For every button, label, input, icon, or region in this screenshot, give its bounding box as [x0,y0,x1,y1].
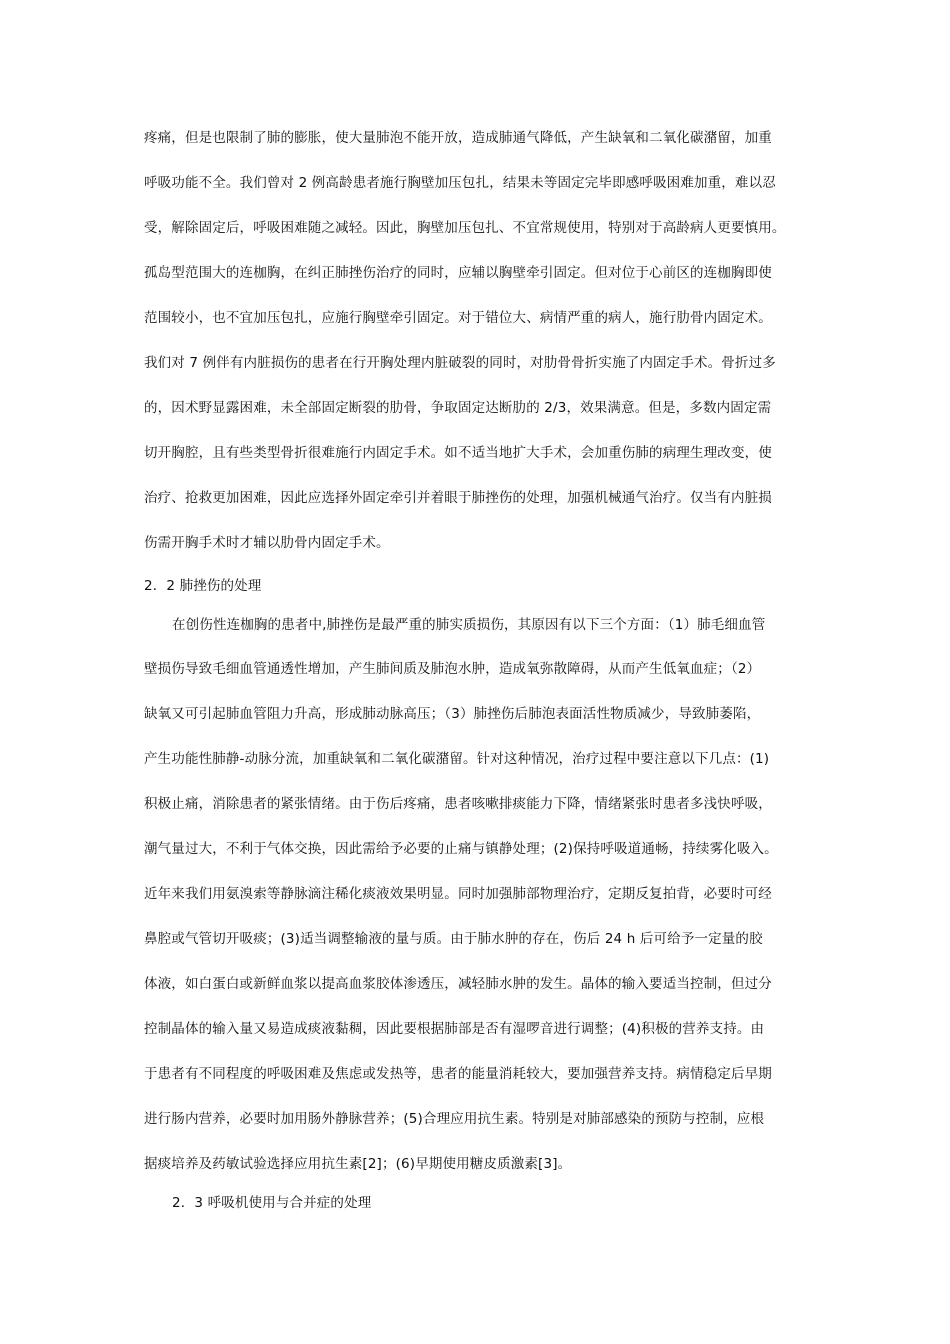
paragraph-line: 产生功能性肺静-动脉分流，加重缺氧和二氧化碳潴留。针对这种情况，治疗过程中要注意以下几点：(1) [144,751,770,767]
paragraph-line: 控制晶体的输入量又易造成痰液黏稠，因此要根据肺部是否有湿啰音进行调整；(4)积极的营养支持。由 [144,1021,765,1037]
paragraph-line: 我们对 7 例伴有内脏损伤的患者在行开胸处理内脏破裂的同时，对肋骨骨折实施了内固定手术。骨折过多 [144,355,776,371]
paragraph-line: 近年来我们用氨溴索等静脉滴注稀化痰液效果明显。同时加强肺部物理治疗，定期反复拍背，必要时可经 [144,886,772,902]
paragraph-line: 进行肠内营养，必要时加用肠外静脉营养；(5)合理应用抗生素。特别是对肺部感染的预防与控制，应根 [144,1111,765,1127]
paragraph-line: 积极止痛，消除患者的紧张情绪。由于伤后疼痛，患者咳嗽排痰能力下降，情绪紧张时患者多浅快呼吸， [144,796,772,812]
paragraph-line: 体液，如白蛋白或新鲜血浆以提高血浆胶体渗透压，减轻肺水肿的发生。晶体的输入要适当控制，但过分 [144,976,772,992]
paragraph-line: 壁损伤导致毛细血管通透性增加，产生肺间质及肺泡水肿，造成氧弥散障碍，从而产生低氧血症；（2） [144,661,761,677]
paragraph-line: 范围较小，也不宜加压包扎，应施行胸壁牵引固定。对于错位大、病情严重的病人，施行肋骨内固定术。 [144,310,772,326]
paragraph-line: 孤岛型范围大的连枷胸，在纠正肺挫伤治疗的同时，应辅以胸壁牵引固定。但对位于心前区的连枷胸即使 [144,265,772,281]
paragraph-line: 潮气量过大，不利于气体交换，因此需给予必要的止痛与镇静处理；(2)保持呼吸道通畅，持续雾化吸入。 [144,841,778,857]
section-heading: 2．2 肺挫伤的处理 [144,578,262,594]
paragraph-line: 受，解除固定后，呼吸困难随之减轻。因此，胸壁加压包扎、不宜常规使用，特别对于高龄病人更要慎用。 [144,220,786,236]
section-heading: 2．3 呼吸机使用与合并症的处理 [172,1195,372,1211]
paragraph-line: 治疗、抢救更加困难，因此应选择外固定牵引并着眼于肺挫伤的处理，加强机械通气治疗。仅当有内脏损 [144,490,772,506]
paragraph-line: 切开胸腔，且有些类型骨折很难施行内固定手术。如不适当地扩大手术，会加重伤肺的病理生理改变，使 [144,445,772,461]
paragraph-line: 鼻腔或气管切开吸痰；(3)适当调整输液的量与质。由于肺水肿的存在，伤后 24 h 后可给予一定量的胶 [144,931,763,947]
paragraph-line: 据痰培养及药敏试验选择应用抗生素[2]；(6)早期使用糖皮质激素[3]。 [144,1156,572,1172]
paragraph-line: 伤需开胸手术时才辅以肋骨内固定手术。 [144,535,390,551]
paragraph-line: 缺氧又可引起肺血管阻力升高，形成肺动脉高压；（3）肺挫伤后肺泡表面活性物质减少，导致肺萎陷， [144,706,761,722]
paragraph-line: 在创伤性连枷胸的患者中,肺挫伤是最严重的肺实质损伤，其原因有以下三个方面：（1）肺毛细血管 [172,617,766,633]
paragraph-line: 疼痛，但是也限制了肺的膨胀，使大量肺泡不能开放，造成肺通气降低，产生缺氧和二氧化碳潴留，加重 [144,130,772,146]
paragraph-line: 于患者有不同程度的呼吸困难及焦虑或发热等，患者的能量消耗较大，要加强营养支持。病情稳定后早期 [144,1066,772,1082]
paragraph-line: 的，因术野显露困难，未全部固定断裂的肋骨，争取固定达断肋的 2/3，效果满意。但是，多数内固定需 [144,400,772,416]
paragraph-line: 呼吸功能不全。我们曾对 2 例高龄患者施行胸壁加压包扎，结果未等固定完毕即感呼吸困难加重，难以忍 [144,175,776,191]
